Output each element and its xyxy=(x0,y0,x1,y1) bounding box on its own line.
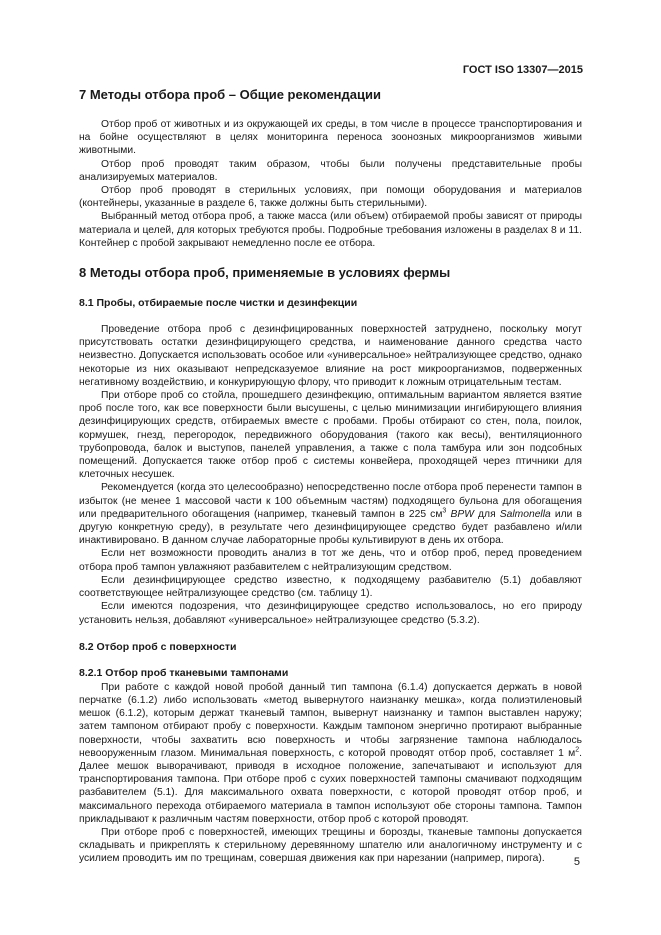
section-7-paragraph: Отбор проб от животных и из окружающей их среды, в том числе в процессе транспортирования и на бойне осуществляют в целях мониторинга переноса зоонозных микроорганизмов живыми животными. xyxy=(79,119,582,157)
subsection-8-1-paragraph: При отборе проб со стойла, прошедшего дезинфекцию, оптимальным вариантом является взятие проб после того, как все поверхности были высушены, с целью минимизации ингибирующего влияния дезинфицирующих средств, отбираемых вместе с пробами. Пробы отбирают со стен, пола, поилок, кормушек, гнезд, перегородок, передвижного оборудования (такого как весы), вентиляционного трубопровода, балок и выступов, панелей управления, а также с пола тамбура или зон подсобных помещений. Допускается также отбор проб с системы конвейера, проходящей через птичники для клеточных несушек. xyxy=(79,390,582,481)
subsection-8-2-1-paragraph: При отборе проб с поверхностей, имеющих трещины и борозды, тканевые тампоны допускается складывать и прикреплять к стерильному деревянному шпателю или аналогичному инструменту и с усилием проводить им по трещинам, совершая движения как при нарезании (например, пирога). xyxy=(79,826,582,865)
paragraph-text: При работе с каждой новой пробой данный тип тампона (6.1.4) допускается держать в новой перчатке (6.1.2) либо использовать «метод вывернутого наизнанку мешка», когда полиэтиленовый мешок (6.1.2), которым держат тканевый тампон, вывернут наизнанку и тампон выставлен наружу; затем тампоном отбирают пробу с поверхности. Каждым тампоном энергично протирают выбранные поверхности, чтобы захватить всю поверхность и чтобы загрязнение тампона наблюдалось невооруженным глазом. Минимальная поверхность, с которой проводят отбор проб, составляет 1 м xyxy=(79,681,582,759)
section-7-title: 7 Методы отбора проб – Общие рекомендации xyxy=(79,87,381,102)
section-7-paragraph: Отбор проб проводят таким образом, чтобы были получены представительные пробы анализируемых материалов. xyxy=(79,158,582,183)
subsection-8-1-paragraph: Проведение отбора проб с дезинфицированных поверхностей затруднено, поскольку могут присутствовать остатки дезинфицирующего средства, и наименование данного средства часто неизвестно. Допускается использовать особое или «универсальное» нейтрализующее средство, однако некоторые из них оказывают непредсказуемое влияние на рост микроорганизмов, подверженных негативному воздействию, и конкурирующую флору, что приводит к ложным отрицательным тестам. xyxy=(79,324,582,388)
section-7-paragraph: Выбранный метод отбора проб, а также масса (или объем) отбираемой пробы зависят от природы материала и целей, для которых требуются пробы. Подробные требования изложены в разделах 8 и 11. Контейнер с пробой закрывают немедленно после ее отбора. xyxy=(79,211,582,249)
subsection-8-1-paragraph: Если имеются подозрения, что дезинфицирующее средство использовалось, но его природу установить нельзя, добавляют «универсальное» нейтрализующее средство (5.3.2). xyxy=(79,601,582,626)
page-content xyxy=(79,86,582,866)
subsection-8-1-paragraph xyxy=(79,481,582,547)
page-number: 5 xyxy=(573,856,580,868)
subsection-8-1-title: 8.1 Пробы, отбираемые после чистки и дезинфекции xyxy=(79,297,358,310)
subsection-8-2-1-title: 8.2.1 Отбор проб тканевыми тампонами xyxy=(79,666,289,679)
section-8-title: 8 Методы отбора проб, применяемые в условиях фермы xyxy=(79,265,451,281)
superscript-unit: 2 xyxy=(575,746,580,754)
section-7-paragraph: Отбор проб проводят в стерильных условиях, при помощи оборудования и материалов (контейнеры, указанные в разделе 6, также должны быть стерильными). xyxy=(79,185,582,210)
paragraph-text: или в другую конкретную среду), в результате чего дезинфицирующее средство будет разбавлено и/или инактивировано. В данном случае лабораторные пробы культивируют в день их отбора. xyxy=(79,508,582,547)
subsection-8-1-paragraph: Если дезинфицирующее средство известно, к подходящему разбавителю (5.1) добавляют соответствующее нейтрализующее средство (см. таблицу 1). xyxy=(79,574,582,600)
paragraph-text: . Далее мешок выворачивают, приводя в исходное положение, запечатывают и используют для транспортирования тампона. При отборе проб с сухих поверхностей тампоны смачивают подходящим разбавителем (5.1). Для максимального охвата поверхности, с которой проводят отбор проб, и максимального перехода отбираемого материала в тампон используют обе стороны тампона. Тампон прикладывают к различным частям поверхности, отбор проб с которой проводят. xyxy=(79,747,582,825)
subsection-8-1-paragraph: Если нет возможности проводить анализ в тот же день, что и отбор проб, перед проведением отбора проб тампон увлажняют разбавителем с нейтрализующим средством. xyxy=(79,548,582,573)
superscript-unit: 3 xyxy=(442,507,447,515)
subsection-8-2-1-paragraph xyxy=(79,681,582,826)
italic-term-bpw: BPW xyxy=(450,508,474,520)
document-number: ГОСТ ISO 13307—2015 xyxy=(462,64,583,76)
paragraph-text: Рекомендуется (когда это целесообразно) непосредственно после отбора проб перенести тампон в избыток (не менее 1 массовой части к 100 объемным частям) подходящего бульона для обогащения или предварительного обогащения (например, тканевый тампон в 225 см xyxy=(79,482,582,520)
subsection-8-2-title: 8.2 Отбор проб с поверхности xyxy=(79,640,237,653)
italic-term-salmonella: Salmonella xyxy=(499,508,551,520)
paragraph-text: для xyxy=(473,508,500,520)
